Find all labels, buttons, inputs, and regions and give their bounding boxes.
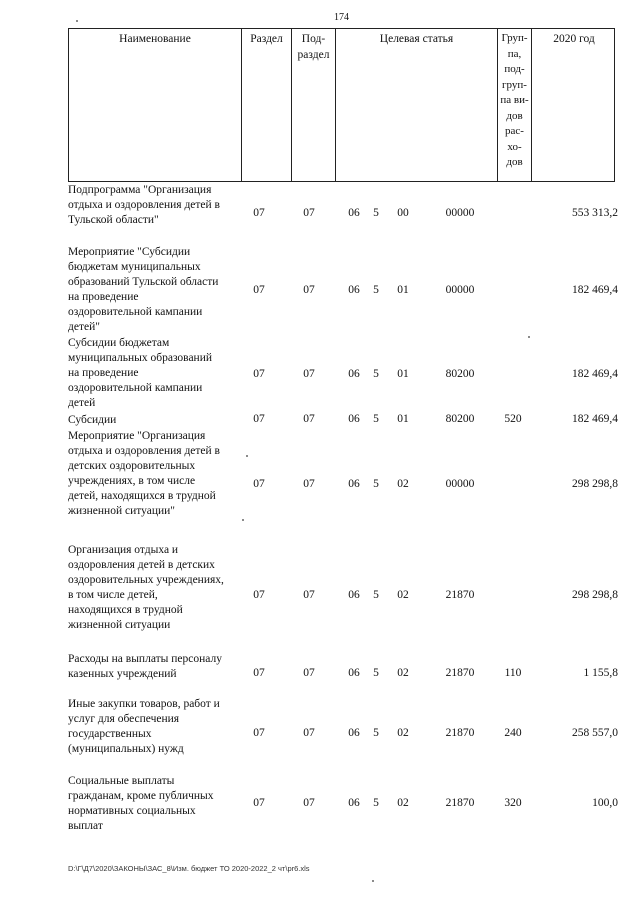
row-p1: 06 — [348, 413, 360, 425]
scan-speck — [372, 880, 374, 882]
row-sum: 100,0 — [592, 797, 618, 809]
row-p4: 00000 — [445, 207, 475, 219]
scan-speck — [76, 20, 78, 22]
row-podrazdel: 07 — [303, 413, 315, 425]
row-name: Подпрограмма "Организация отдыха и оздоровления детей в Тульской области" — [68, 184, 220, 226]
row-name: Мероприятие "Организация отдыха и оздоровления детей в детских оздоровительных учреждениях, в том числе детей, находящихся в трудной жизненной ситуации" — [68, 430, 220, 517]
row-p1: 06 — [348, 589, 360, 601]
scan-speck — [528, 336, 530, 338]
row-p2: 5 — [373, 207, 379, 219]
row-sum: 553 313,2 — [572, 207, 618, 219]
row-p4: 00000 — [445, 478, 475, 490]
row-p2: 5 — [373, 368, 379, 380]
row-razdel: 07 — [253, 589, 265, 601]
scan-speck — [246, 455, 248, 457]
scan-speck — [242, 519, 244, 521]
page-number: 174 — [334, 12, 349, 23]
row-podrazdel: 07 — [303, 368, 315, 380]
row-p2: 5 — [373, 797, 379, 809]
row-p3: 01 — [397, 413, 409, 425]
row-podrazdel: 07 — [303, 207, 315, 219]
row-name: Субсидии бюджетам муниципальных образований на проведение оздоровительной кампании детей — [68, 337, 213, 409]
row-p4: 21870 — [445, 727, 475, 739]
row-p3: 02 — [397, 727, 409, 739]
row-podrazdel: 07 — [303, 284, 315, 296]
row-razdel: 07 — [253, 413, 265, 425]
header-podrazdel: Под- раздел — [291, 29, 335, 181]
row-gruppa: 520 — [504, 413, 522, 425]
row-podrazdel: 07 — [303, 478, 315, 490]
header-razdel: Раздел — [241, 29, 291, 181]
row-razdel: 07 — [253, 797, 265, 809]
table-header — [68, 28, 615, 182]
row-p3: 01 — [397, 368, 409, 380]
row-razdel: 07 — [253, 368, 265, 380]
header-year: 2020 год — [531, 29, 616, 181]
row-sum: 182 469,4 — [572, 284, 618, 296]
row-name: Мероприятие "Субсидии бюджетам муниципальных образований Тульской области на проведение оздоровительной кампании детей" — [68, 246, 219, 333]
row-p3: 00 — [397, 207, 409, 219]
row-podrazdel: 07 — [303, 727, 315, 739]
row-name: Организация отдыха и оздоровления детей в детских оздоровительных учреждениях, в том числе детей, находящихся в трудной жизненной ситуации — [68, 544, 224, 631]
row-p3: 01 — [397, 284, 409, 296]
row-sum: 182 469,4 — [572, 413, 618, 425]
row-p2: 5 — [373, 727, 379, 739]
row-p3: 02 — [397, 667, 409, 679]
row-razdel: 07 — [253, 727, 265, 739]
row-sum: 182 469,4 — [572, 368, 618, 380]
row-p3: 02 — [397, 589, 409, 601]
row-podrazdel: 07 — [303, 797, 315, 809]
row-p2: 5 — [373, 667, 379, 679]
row-p1: 06 — [348, 478, 360, 490]
row-sum: 258 557,0 — [572, 727, 618, 739]
row-name: Субсидии — [68, 414, 117, 426]
row-name: Расходы на выплаты персоналу казенных учреждений — [68, 653, 222, 680]
row-p4: 00000 — [445, 284, 475, 296]
row-p1: 06 — [348, 797, 360, 809]
row-gruppa: 320 — [504, 797, 522, 809]
row-name: Социальные выплаты гражданам, кроме публичных нормативных социальных выплат — [68, 775, 214, 832]
header-celevaya: Целевая статья — [335, 29, 497, 181]
row-name: Иные закупки товаров, работ и услуг для обеспечения государственных (муниципальных) нужд — [68, 698, 220, 755]
row-p1: 06 — [348, 207, 360, 219]
row-p1: 06 — [348, 667, 360, 679]
row-p1: 06 — [348, 284, 360, 296]
row-razdel: 07 — [253, 667, 265, 679]
row-razdel: 07 — [253, 284, 265, 296]
row-p2: 5 — [373, 284, 379, 296]
row-p4: 21870 — [445, 797, 475, 809]
row-sum: 298 298,8 — [572, 589, 618, 601]
row-p1: 06 — [348, 727, 360, 739]
row-podrazdel: 07 — [303, 589, 315, 601]
header-name: Наименование — [119, 33, 191, 45]
row-p4: 21870 — [445, 589, 475, 601]
row-p3: 02 — [397, 478, 409, 490]
row-p4: 80200 — [445, 368, 475, 380]
row-gruppa: 110 — [504, 667, 522, 679]
row-sum: 298 298,8 — [572, 478, 618, 490]
row-sum: 1 155,8 — [583, 667, 618, 679]
row-gruppa: 240 — [504, 727, 522, 739]
row-p2: 5 — [373, 478, 379, 490]
row-p4: 80200 — [445, 413, 475, 425]
row-razdel: 07 — [253, 207, 265, 219]
file-path-footer: D:\Г\Д7\2020\ЗАКОНЫ\ЗАС_8\Изм. бюджет ТО 2020-2022_2 чт\pr6.xls — [68, 864, 310, 873]
header-gruppa: Груп- па, под- груп- па ви- дов рас- хо- дов — [497, 29, 531, 181]
row-p2: 5 — [373, 589, 379, 601]
row-p1: 06 — [348, 368, 360, 380]
row-p3: 02 — [397, 797, 409, 809]
row-podrazdel: 07 — [303, 667, 315, 679]
row-p4: 21870 — [445, 667, 475, 679]
row-p2: 5 — [373, 413, 379, 425]
row-razdel: 07 — [253, 478, 265, 490]
